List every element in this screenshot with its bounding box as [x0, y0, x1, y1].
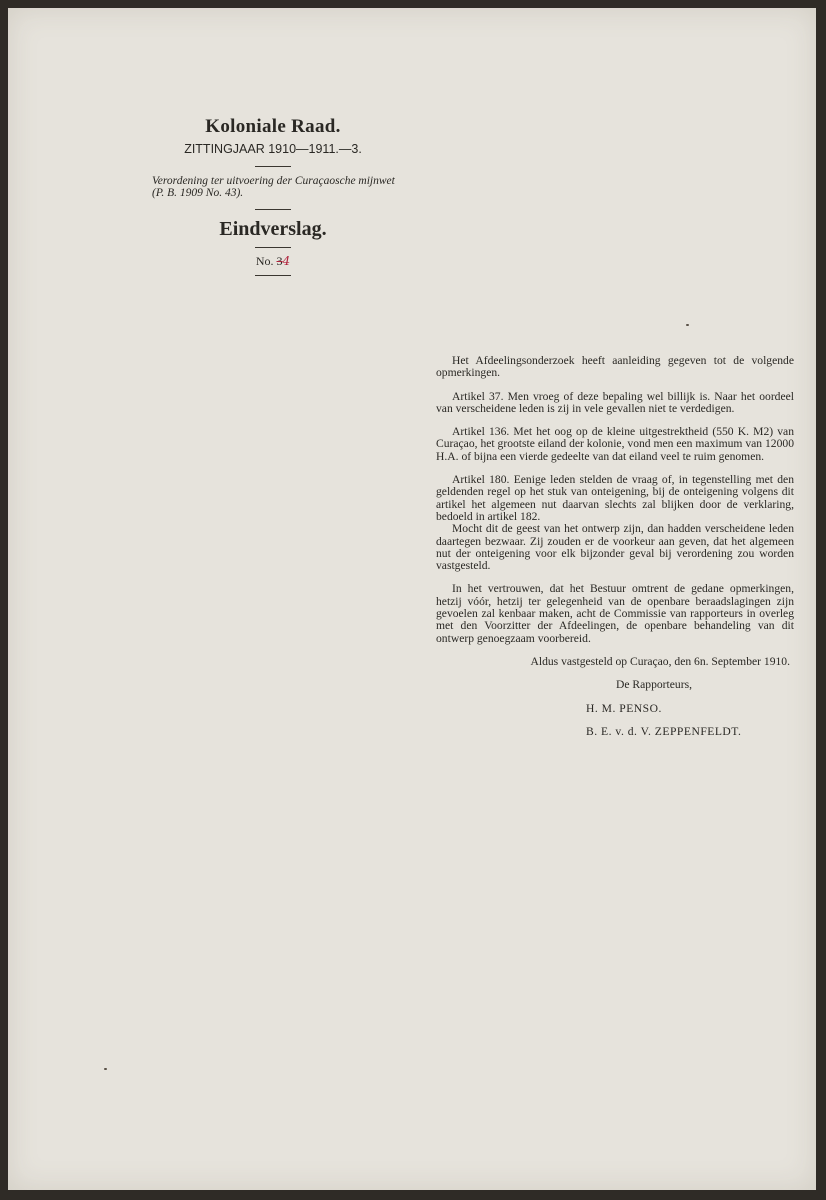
- article-180-paragraph: Artikel 180. Eenige leden stelden de vraag of, in tegenstelling met den geldenden regel op het stuk van onteigening, bij de onteigening volgens dit artikel het algemeen nut daarvan slechts zal blijken door de verklaring, bedoeld in artikel 182.: [436, 473, 794, 523]
- divider: [255, 209, 291, 210]
- number-label: No.: [255, 254, 274, 268]
- signatory-zeppenfeldt: B. E. v. d. V. ZEPPENFELDT.: [586, 724, 742, 738]
- closing-paragraph: In het vertrouwen, dat het Bestuur omtrent de gedane opmerkingen, hetzij vóór, hetzij ter gelegenheid van de openbare beraadslagingen zijn gevoelen zal kenbaar maken, acht de Commissie van rapporteurs in overleg met den Voorzitter der Afdeelingen, de openbare behandeling van dit ontwerp genoegzaam voorbereid.: [436, 582, 794, 645]
- divider: [255, 275, 291, 276]
- council-title: Koloniale Raad.: [205, 116, 341, 137]
- divider: [255, 166, 291, 167]
- document-number: [148, 254, 398, 269]
- report-title: Eindverslag.: [219, 218, 327, 240]
- session-year: ZITTINGJAAR 1910—1911.—3.: [184, 142, 362, 156]
- report-body: [436, 355, 794, 738]
- ordinance-subject: Verordening ter uitvoering der Curaçaosche mijnwet (P. B. 1909 No. 43).: [152, 175, 395, 199]
- number-handwritten: 4: [282, 254, 291, 268]
- document-page: [8, 8, 816, 1190]
- rapporteurs-label: De Rapporteurs,: [616, 678, 692, 692]
- intro-paragraph: Het Afdeelingsonderzoek heeft aanleiding gegeven tot de volgende opmerkingen.: [436, 354, 794, 380]
- paper-speck: [104, 1068, 107, 1070]
- article-180-objection-paragraph: Mocht dit de geest van het ontwerp zijn, dan hadden verscheidene leden daartegen bezwaar. Zij zouden er de voorkeur aan geven, dat het algemeen nut der onteigening voor elk bijzonder geval bij verordening zou worden vastgesteld.: [436, 522, 794, 573]
- divider: [255, 247, 291, 248]
- date-line: Aldus vastgesteld op Curaçao, den 6n. September 1910.: [530, 654, 790, 668]
- document-header: [148, 116, 398, 276]
- signatory-penso: H. M. PENSO.: [586, 701, 662, 715]
- article-136-paragraph: Artikel 136. Met het oog op de kleine uitgestrektheid (550 K. M2) van Curaçao, het grootste eiland der kolonie, vond men een maximum van 12000 H.A. of bijna een vierde gedeelte van dat eiland veel te ruim genomen.: [436, 425, 794, 463]
- paper-speck: [686, 324, 689, 326]
- article-37-paragraph: Artikel 37. Men vroeg of deze bepaling wel billijk is. Naar het oordeel van verscheidene leden is zij in vele gevallen niet te verdedigen.: [436, 389, 794, 415]
- number-printed: 3: [276, 254, 283, 268]
